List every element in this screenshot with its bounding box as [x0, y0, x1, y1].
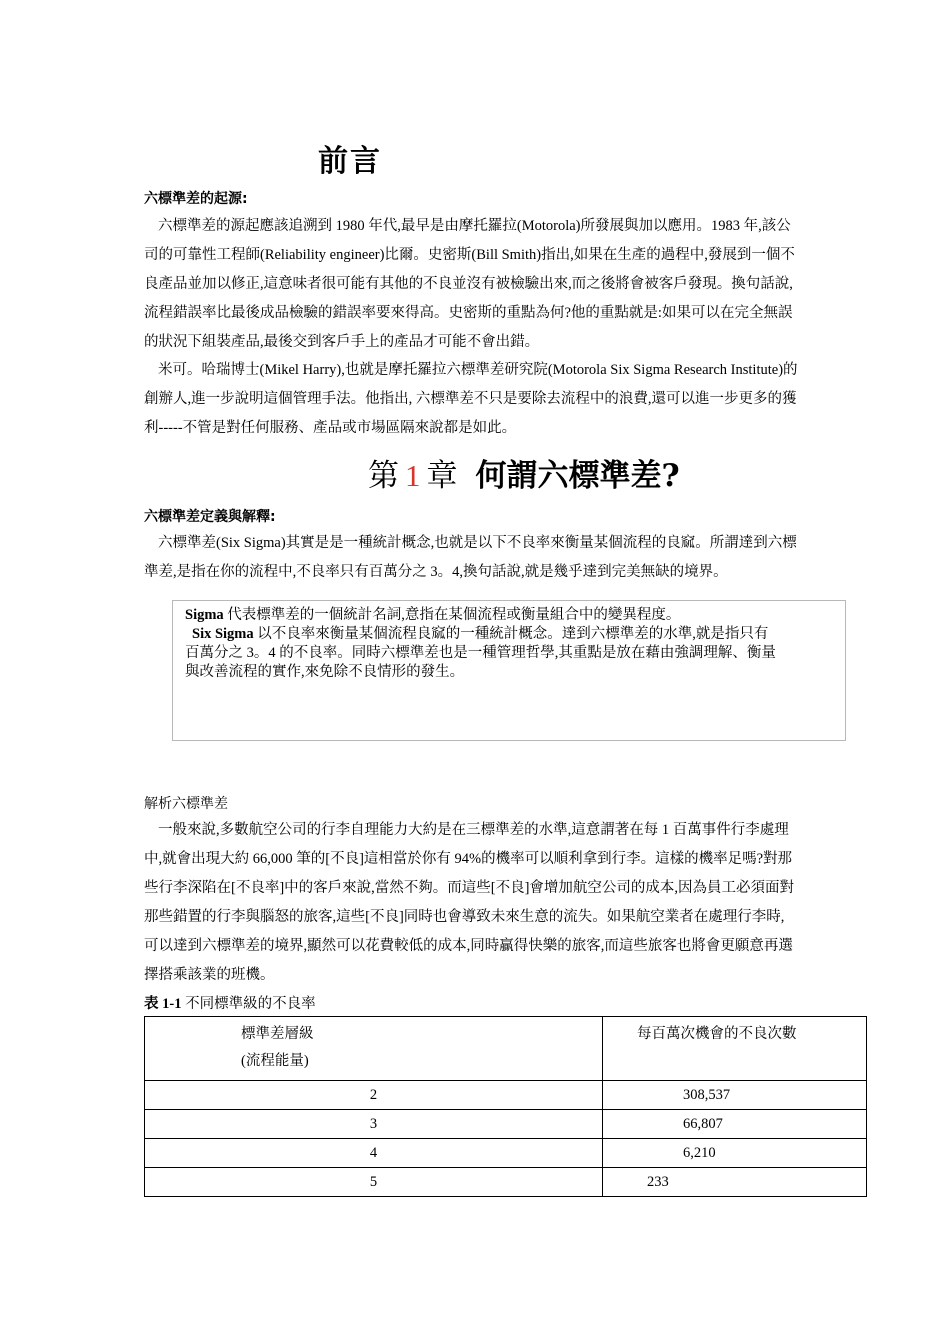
- origin-heading: 六標準差的起源:: [144, 191, 248, 207]
- header-sigma-level: 標準差層級 (流程能量): [145, 1017, 603, 1081]
- defect-rate-table: [144, 1016, 867, 1197]
- header-defects-per-million: 每百萬次機會的不良次數: [603, 1017, 867, 1081]
- sigma-level-cell: 4: [145, 1139, 603, 1168]
- table-header-row: [145, 1017, 867, 1081]
- table-row: [145, 1139, 867, 1168]
- harry-paragraph: [144, 356, 864, 443]
- definition-heading: 六標準差定義與解釋:: [144, 509, 276, 525]
- origin-line-2: 司的可靠性工程師(Reliability engineer)比爾。史密斯(Bill Smith)指出,如果在生產的過程中,發展到一個不: [144, 247, 795, 263]
- sigma-level-cell: 5: [145, 1168, 603, 1197]
- analysis-line-3: 些行李深陷在[不良率]中的客戶來說,當然不夠。而這些[不良]會增加航空公司的成本,因為員工必須面對: [144, 880, 795, 896]
- defects-cell: 308,537: [603, 1081, 867, 1110]
- sigma-definition-box: [172, 600, 846, 741]
- analysis-line-1: 一般來說,多數航空公司的行李自理能力大約是在三標準差的水準,這意謂著在每 1 百萬事件行李處理: [158, 822, 789, 838]
- defects-cell: 233: [603, 1168, 867, 1197]
- origin-line-1: 六標準差的源起應該追溯到 1980 年代,最早是由摩托羅拉(Motorola)所發展與加以應用。1983 年,該公: [158, 218, 791, 234]
- sigma-box-line-3: 百萬分之 3。4 的不良率。同時六標準差也是一種管理哲學,其重點是放在藉由強調理解、衡量: [185, 645, 776, 661]
- origin-line-5: 的狀況下組裝產品,最後交到客戶手上的產品才可能不會出錯。: [144, 334, 540, 350]
- definition-line-2: 準差,是指在你的流程中,不良率只有百萬分之 3。4,換句話說,就是幾乎達到完美無缺的境界。: [144, 564, 728, 580]
- table-row: [145, 1081, 867, 1110]
- chapter-suffix: 章: [426, 458, 458, 494]
- chapter-title: [368, 450, 680, 495]
- table-row: [145, 1168, 867, 1197]
- analysis-paragraph: [144, 816, 864, 990]
- defects-cell: 66,807: [603, 1110, 867, 1139]
- chapter-number: 1: [405, 458, 421, 493]
- analysis-line-2: 中,就會出現大約 66,000 筆的[不良]這相當於你有 94%的機率可以順利拿到行李。這樣的機率足嗎?對那: [144, 851, 793, 867]
- origin-line-3: 良產品並加以修正,這意味者很可能有其他的不良並沒有被檢驗出來,而之後將會被客戶發現。換句話說,: [144, 276, 793, 292]
- preface-title: 前言: [318, 144, 382, 179]
- definition-line-1: 六標準差(Six Sigma)其實是是一種統計概念,也就是以下不良率來衡量某個流程的良窳。所謂達到六標: [158, 535, 797, 551]
- analysis-line-6: 擇搭乘該業的班機。: [144, 967, 275, 983]
- analysis-heading: 解析六標準差: [144, 796, 228, 812]
- harry-line-2: 創辦人,進一步說明這個管理手法。他指出, 六標準差不只是要除去流程中的浪費,還可以進一步更多的獲: [144, 391, 797, 407]
- definition-paragraph: [144, 529, 864, 587]
- sigma-level-cell: 2: [145, 1081, 603, 1110]
- sigma-box-line-4: 與改善流程的實作,來免除不良情形的發生。: [185, 664, 465, 680]
- analysis-line-5: 可以達到六標準差的境界,顯然可以花費較低的成本,同時贏得快樂的旅客,而這些旅客也將會更願意再選: [144, 938, 793, 954]
- sigma-box-line-1: Sigma 代表標準差的一個統計名詞,意指在某個流程或衡量組合中的變異程度。: [185, 607, 681, 623]
- table-caption: 表 1-1 不同標準級的不良率: [144, 996, 316, 1012]
- origin-line-4: 流程錯誤率比最後成品檢驗的錯誤率要來得高。史密斯的重點為何?他的重點就是:如果可以在完全無誤: [144, 305, 793, 321]
- defects-cell: 6,210: [603, 1139, 867, 1168]
- harry-line-3: 利-----不管是對任何服務、產品或市場區隔來說都是如此。: [144, 420, 517, 436]
- harry-line-1: 米可。哈瑞博士(Mikel Harry),也就是摩托羅拉六標準差研究院(Motorola Six Sigma Research Institute)的: [158, 362, 798, 378]
- sigma-box-line-2: Six Sigma 以不良率來衡量某個流程良窳的一種統計概念。達到六標準差的水準,就是指只有: [192, 626, 769, 642]
- sigma-level-cell: 3: [145, 1110, 603, 1139]
- analysis-line-4: 那些錯置的行李與腦怒的旅客,這些[不良]同時也會導致未來生意的流失。如果航空業者在處理行李時,: [144, 909, 785, 925]
- chapter-main-title: 何謂六標準差?: [475, 458, 680, 494]
- origin-paragraph: [144, 212, 864, 357]
- chapter-prefix: 第: [368, 458, 399, 494]
- table-row: [145, 1110, 867, 1139]
